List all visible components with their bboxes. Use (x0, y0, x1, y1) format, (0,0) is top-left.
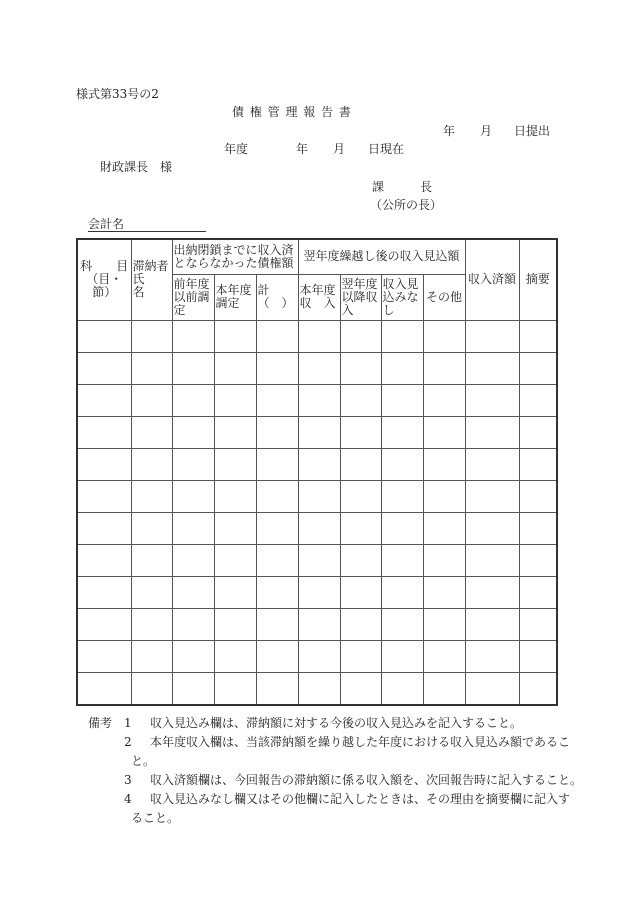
table-cell[interactable] (172, 416, 214, 448)
header-prev-year: 前年度 以前調 定 (172, 274, 214, 320)
note-number: 1 (124, 716, 132, 730)
table-cell[interactable] (381, 640, 423, 672)
table-cell[interactable] (381, 352, 423, 384)
table-cell[interactable] (340, 608, 381, 640)
header-prospect-group: 翌年度繰越し後の収入見込額 (298, 239, 465, 274)
table-cell[interactable] (381, 576, 423, 608)
note-number: 2 (124, 735, 132, 749)
table-cell[interactable] (256, 608, 298, 640)
debt-report-table (76, 238, 558, 706)
table-cell[interactable] (465, 672, 519, 705)
table-cell[interactable] (381, 320, 423, 352)
table-cell[interactable] (256, 672, 298, 705)
table-row (77, 608, 557, 640)
table-row (77, 416, 557, 448)
table-row (77, 672, 557, 705)
note-number: 4 (124, 792, 132, 806)
table-cell[interactable] (131, 320, 172, 352)
table-cell[interactable] (172, 352, 214, 384)
table-cell[interactable] (214, 544, 256, 576)
table-cell[interactable] (340, 480, 381, 512)
sender-title: 課 長 (372, 180, 433, 194)
table-cell[interactable] (465, 384, 519, 416)
table-cell[interactable] (77, 512, 131, 544)
table-row (77, 384, 557, 416)
table-cell[interactable] (465, 576, 519, 608)
table-cell[interactable] (131, 672, 172, 705)
table-cell[interactable] (77, 416, 131, 448)
table-cell[interactable] (423, 352, 465, 384)
table-cell[interactable] (298, 672, 340, 705)
header-debtor: 滞納者 氏 名 (131, 239, 172, 320)
submit-day: 日提出 (514, 124, 551, 138)
table-cell[interactable] (214, 608, 256, 640)
table-cell[interactable] (172, 320, 214, 352)
table-row (77, 352, 557, 384)
note-item (124, 773, 582, 787)
table-cell[interactable] (381, 480, 423, 512)
account-label: 会計名 (88, 217, 125, 231)
header-no-prospect: 収入見 込みな し (381, 274, 423, 320)
table-cell[interactable] (519, 512, 557, 544)
table-cell[interactable] (465, 352, 519, 384)
table-cell[interactable] (77, 544, 131, 576)
note-text: 収入済額欄は、今回報告の滞納額に係る収入額を、次回報告時に記入すること。 (150, 773, 583, 787)
table-cell[interactable] (340, 320, 381, 352)
table-cell[interactable] (77, 608, 131, 640)
table-cell[interactable] (340, 672, 381, 705)
table-cell[interactable] (77, 480, 131, 512)
table-row (77, 480, 557, 512)
table-row (77, 640, 557, 672)
table-cell[interactable] (423, 416, 465, 448)
table-cell[interactable] (131, 352, 172, 384)
table-cell[interactable] (381, 448, 423, 480)
table-cell[interactable] (214, 576, 256, 608)
table-cell[interactable] (465, 416, 519, 448)
table-cell[interactable] (519, 544, 557, 576)
table-row (77, 320, 557, 352)
as-of-day: 日現在 (368, 142, 405, 156)
table-cell[interactable] (172, 512, 214, 544)
table-cell[interactable] (298, 544, 340, 576)
table-cell[interactable] (465, 512, 519, 544)
table-cell[interactable] (77, 384, 131, 416)
table-cell[interactable] (214, 672, 256, 705)
table-cell[interactable] (131, 640, 172, 672)
table-cell[interactable] (519, 672, 557, 705)
table-cell[interactable] (214, 320, 256, 352)
as-of-fiscal-year: 年度 (224, 142, 249, 156)
addressee: 財政課長 様 (100, 160, 173, 174)
notes-label: 備考 (88, 716, 113, 730)
table-cell[interactable] (340, 448, 381, 480)
table-cell[interactable] (381, 544, 423, 576)
table-cell[interactable] (423, 672, 465, 705)
table-cell[interactable] (519, 608, 557, 640)
table-cell[interactable] (298, 480, 340, 512)
table-cell[interactable] (256, 640, 298, 672)
header-total: 計 （ ） (256, 274, 298, 320)
table-cell[interactable] (340, 384, 381, 416)
header-uncollected-group: 出納閉鎖までに収入済 とならなかった債権額 (172, 239, 298, 274)
table-cell[interactable] (131, 576, 172, 608)
note-item (124, 792, 570, 806)
table-cell[interactable] (172, 672, 214, 705)
table-cell[interactable] (340, 352, 381, 384)
note-text: 本年度収入欄は、当該滞納額を繰り越した年度における収入見込み額であるこ (150, 735, 571, 749)
table-cell[interactable] (423, 480, 465, 512)
table-cell[interactable] (256, 352, 298, 384)
table-cell[interactable] (381, 672, 423, 705)
table-cell[interactable] (381, 608, 423, 640)
note-number: 3 (124, 773, 132, 787)
table-cell[interactable] (256, 448, 298, 480)
table-cell[interactable] (465, 448, 519, 480)
header-subject: 科 目 （目・節） (77, 239, 131, 320)
table-row (77, 576, 557, 608)
table-cell[interactable] (423, 608, 465, 640)
note-text: 収入見込みなし欄又はその他欄に記入したときは、その理由を摘要欄に記入す (150, 792, 571, 806)
table-cell[interactable] (519, 448, 557, 480)
table-cell[interactable] (214, 416, 256, 448)
table-cell[interactable] (77, 352, 131, 384)
table-cell[interactable] (214, 512, 256, 544)
table-cell[interactable] (298, 608, 340, 640)
table-cell[interactable] (423, 384, 465, 416)
table-cell[interactable] (381, 512, 423, 544)
table-cell[interactable] (77, 448, 131, 480)
table-cell[interactable] (340, 512, 381, 544)
table-cell[interactable] (465, 480, 519, 512)
table-row (77, 544, 557, 576)
sender-subtitle: （公所の長） (370, 198, 443, 212)
table-cell[interactable] (172, 448, 214, 480)
note-item (124, 716, 522, 730)
table-cell[interactable] (131, 416, 172, 448)
table-cell[interactable] (256, 544, 298, 576)
table-cell[interactable] (214, 640, 256, 672)
table-cell[interactable] (256, 576, 298, 608)
table-cell[interactable] (77, 576, 131, 608)
table-cell[interactable] (465, 640, 519, 672)
table-cell[interactable] (298, 640, 340, 672)
table-cell[interactable] (214, 448, 256, 480)
header-remarks: 摘要 (519, 239, 557, 320)
table-cell[interactable] (77, 320, 131, 352)
table-cell[interactable] (256, 512, 298, 544)
table-cell[interactable] (131, 448, 172, 480)
table-cell[interactable] (131, 608, 172, 640)
table-cell[interactable] (465, 608, 519, 640)
table-row (77, 512, 557, 544)
table-cell[interactable] (172, 608, 214, 640)
table-cell[interactable] (77, 640, 131, 672)
account-name-field[interactable] (88, 217, 206, 232)
table-cell[interactable] (256, 384, 298, 416)
table-cell[interactable] (214, 480, 256, 512)
table-cell[interactable] (423, 448, 465, 480)
table-cell[interactable] (214, 352, 256, 384)
table-cell[interactable] (256, 416, 298, 448)
as-of-year: 年 (296, 142, 309, 156)
table-cell[interactable] (172, 544, 214, 576)
table-cell[interactable] (519, 352, 557, 384)
table-cell[interactable] (340, 576, 381, 608)
header-received: 収入済額 (465, 239, 519, 320)
table-cell[interactable] (298, 448, 340, 480)
header-other: その他 (423, 274, 465, 320)
table-cell[interactable] (131, 512, 172, 544)
note-continuation: ること。 (131, 811, 180, 825)
table-cell[interactable] (172, 480, 214, 512)
table-cell[interactable] (381, 384, 423, 416)
table-cell[interactable] (519, 320, 557, 352)
table-cell[interactable] (340, 416, 381, 448)
table-cell[interactable] (519, 640, 557, 672)
as-of-month: 月 (333, 142, 346, 156)
table-row (77, 448, 557, 480)
table-cell[interactable] (298, 384, 340, 416)
table-cell[interactable] (423, 512, 465, 544)
note-continuation: と。 (131, 754, 156, 768)
table-cell[interactable] (256, 480, 298, 512)
table-cell[interactable] (423, 576, 465, 608)
submit-month: 月 (480, 124, 493, 138)
header-next-year-income: 翌年度 以降収 入 (340, 274, 381, 320)
table-cell[interactable] (131, 544, 172, 576)
table-cell[interactable] (298, 320, 340, 352)
table-cell[interactable] (131, 480, 172, 512)
table-cell[interactable] (298, 352, 340, 384)
table-cell[interactable] (519, 480, 557, 512)
table-cell[interactable] (131, 384, 172, 416)
table-cell[interactable] (298, 512, 340, 544)
table-cell[interactable] (256, 320, 298, 352)
table-cell[interactable] (172, 640, 214, 672)
table-cell[interactable] (77, 672, 131, 705)
table-cell[interactable] (519, 384, 557, 416)
table-cell[interactable] (298, 576, 340, 608)
table-cell[interactable] (465, 544, 519, 576)
note-item (124, 735, 570, 749)
table-cell[interactable] (381, 416, 423, 448)
document-title: 債 権 管 理 報 告 書 (232, 105, 352, 119)
submit-year: 年 (443, 124, 456, 138)
form-number: 様式第33号の2 (76, 87, 159, 101)
table-cell[interactable] (519, 416, 557, 448)
table-cell[interactable] (423, 544, 465, 576)
table-cell[interactable] (423, 320, 465, 352)
table-cell[interactable] (298, 416, 340, 448)
table-cell[interactable] (172, 576, 214, 608)
table-cell[interactable] (519, 576, 557, 608)
header-this-year-income: 本年度 収 入 (298, 274, 340, 320)
table-cell[interactable] (423, 640, 465, 672)
table-cell[interactable] (465, 320, 519, 352)
note-text: 収入見込み欄は、滞納額に対する今後の収入見込みを記入すること。 (150, 716, 523, 730)
table-cell[interactable] (340, 544, 381, 576)
header-current-year: 本年度 調定 (214, 274, 256, 320)
table-cell[interactable] (214, 384, 256, 416)
table-cell[interactable] (340, 640, 381, 672)
table-cell[interactable] (172, 384, 214, 416)
